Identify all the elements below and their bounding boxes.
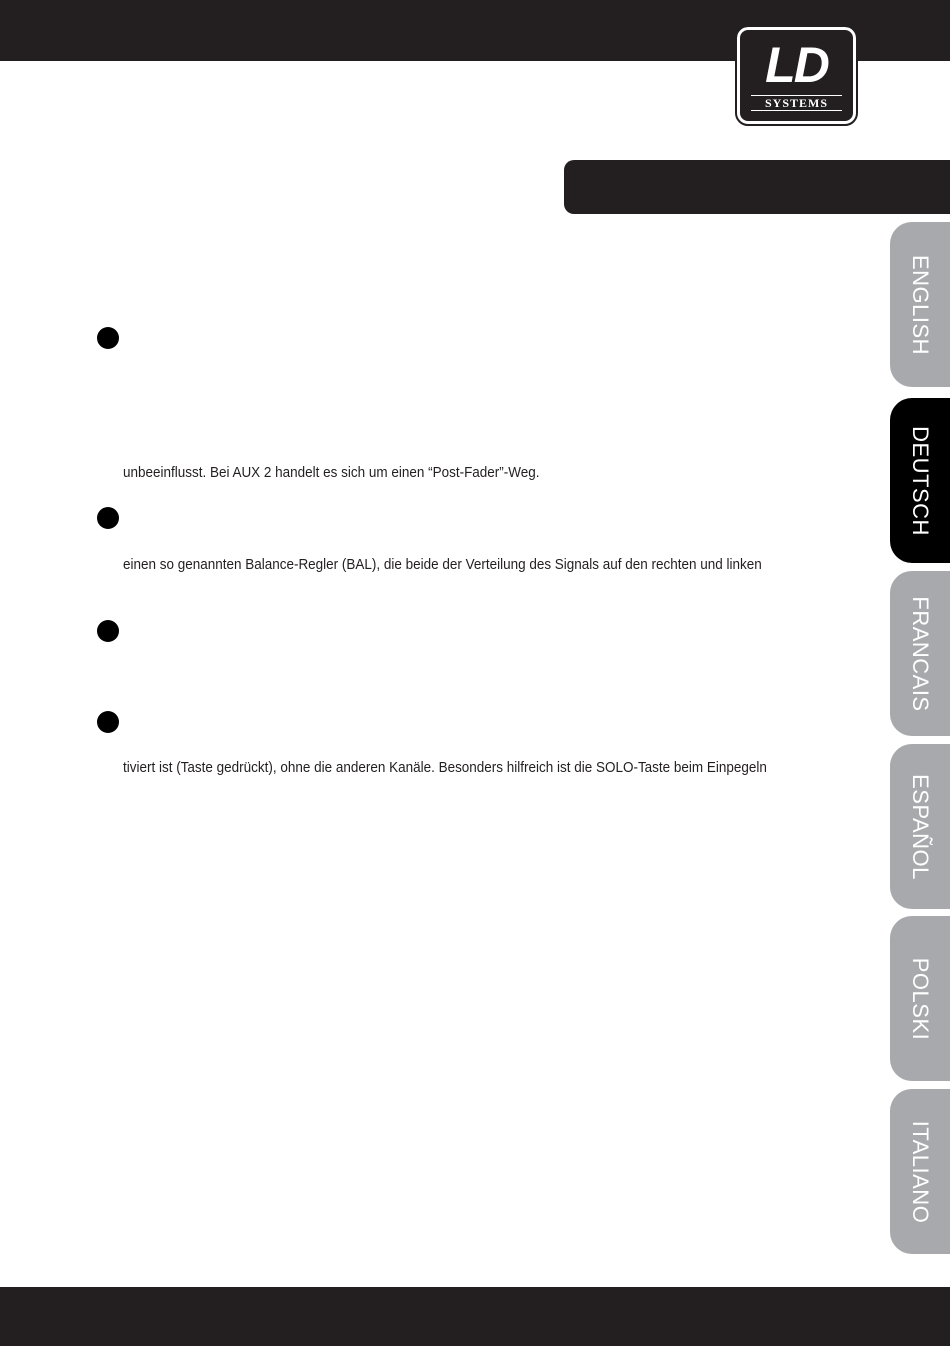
paragraph-solo: tiviert ist (Taste gedrückt), ohne die anderen Kanäle. Besonders hilfreich ist die SOLO-Taste beim Einpegeln	[123, 760, 767, 776]
tab-english[interactable]	[890, 222, 950, 387]
tab-francais[interactable]	[890, 571, 950, 736]
tab-francais-label: FRANCAIS	[908, 595, 933, 712]
logo-mark: LD	[765, 37, 828, 93]
bullet-marker-3	[97, 620, 119, 642]
paragraph-balance: einen so genannten Balance-Regler (BAL), die beide der Verteilung des Signals auf den rechten und linken	[123, 557, 762, 573]
tab-italiano-label: ITALIANO	[908, 1120, 933, 1223]
bullet-marker-1	[97, 327, 119, 349]
language-tabs	[890, 222, 950, 1254]
bullet-marker-2	[97, 507, 119, 529]
section-title-bar	[564, 160, 950, 214]
tab-espanol[interactable]	[890, 744, 950, 909]
bullet-marker-4	[97, 711, 119, 733]
ld-systems-logo	[737, 27, 856, 124]
paragraph-aux2: unbeeinflusst. Bei AUX 2 handelt es sich um einen “Post-Fader”-Weg.	[123, 465, 540, 481]
tab-english-label: ENGLISH	[908, 254, 933, 355]
tab-deutsch-label: DEUTSCH	[908, 425, 933, 536]
tab-italiano[interactable]	[890, 1089, 950, 1254]
tab-polski[interactable]	[890, 916, 950, 1081]
footer-bar	[0, 1287, 950, 1346]
logo-subtitle: SYSTEMS	[751, 95, 842, 111]
tab-deutsch[interactable]	[890, 398, 950, 563]
tab-polski-label: POLSKI	[908, 957, 933, 1040]
tab-espanol-label: ESPAÑOL	[908, 773, 933, 880]
